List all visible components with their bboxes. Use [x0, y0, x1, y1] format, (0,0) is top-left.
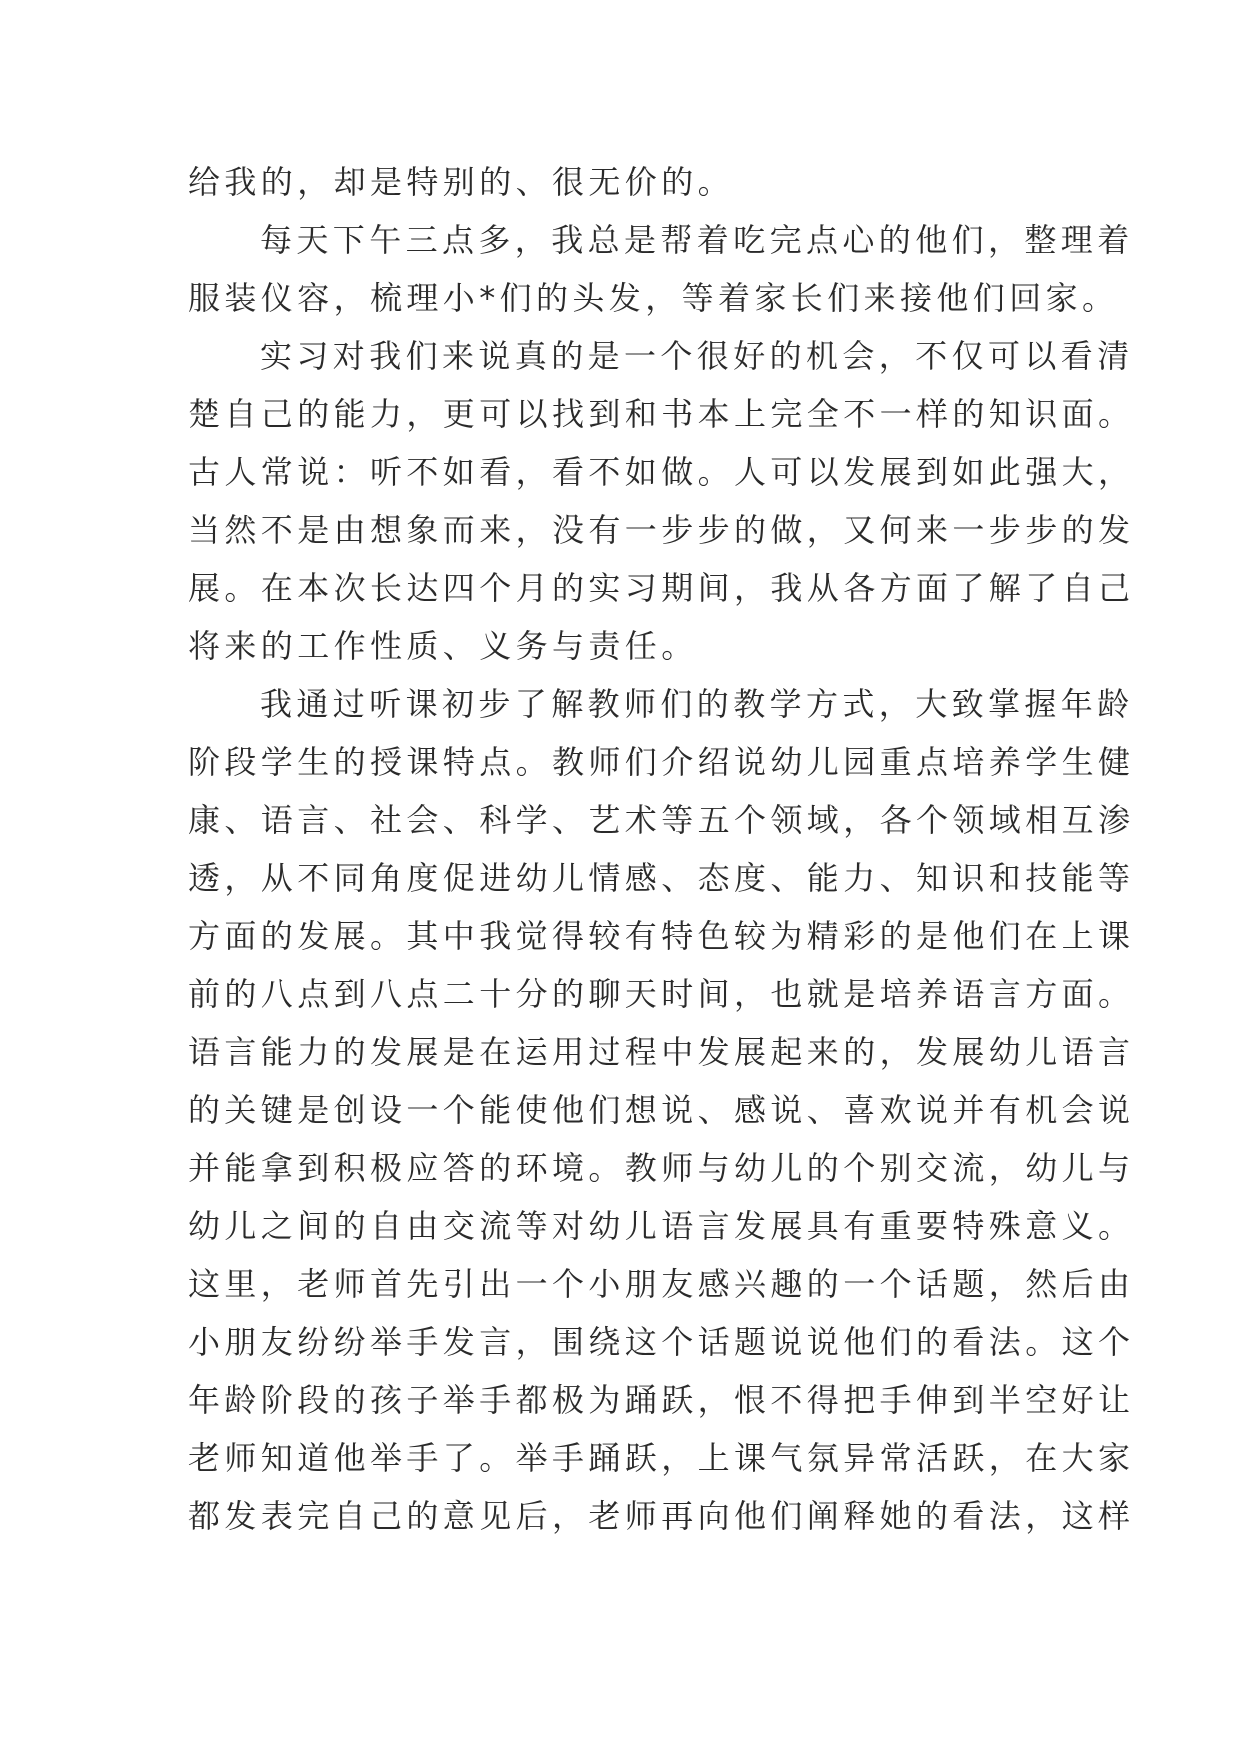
text-line: 楚自己的能力，更可以找到和书本上完全不一样的知识面。 — [188, 395, 1135, 433]
text-line: 阶段学生的授课特点。教师们介绍说幼儿园重点培养学生健 — [188, 743, 1135, 781]
text-line: 每天下午三点多，我总是帮着吃完点心的他们，整理着 — [260, 221, 1134, 259]
text-line: 并能拿到积极应答的环境。教师与幼儿的个别交流，幼儿与 — [188, 1149, 1135, 1187]
text-line: 当然不是由想象而来，没有一步步的做，又何来一步步的发 — [188, 511, 1135, 549]
text-line: 将来的工作性质、义务与责任。 — [188, 627, 698, 665]
text-line: 古人常说：听不如看，看不如做。人可以发展到如此强大， — [188, 453, 1135, 491]
text-line: 都发表完自己的意见后，老师再向他们阐释她的看法，这样 — [188, 1497, 1135, 1535]
text-line: 方面的发展。其中我觉得较有特色较为精彩的是他们在上课 — [188, 917, 1135, 955]
text-line: 这里，老师首先引出一个小朋友感兴趣的一个话题，然后由 — [188, 1265, 1135, 1303]
text-line: 服装仪容，梳理小*们的头发，等着家长们来接他们回家。 — [188, 279, 1119, 317]
text-line: 康、语言、社会、科学、艺术等五个领域，各个领域相互渗 — [188, 801, 1135, 839]
text-line: 前的八点到八点二十分的聊天时间，也就是培养语言方面。 — [188, 975, 1135, 1013]
text-line: 给我的，却是特别的、很无价的。 — [188, 163, 735, 201]
text-line: 的关键是创设一个能使他们想说、感说、喜欢说并有机会说 — [188, 1091, 1135, 1129]
text-line: 我通过听课初步了解教师们的教学方式，大致掌握年龄 — [260, 685, 1134, 723]
text-line: 年龄阶段的孩子举手都极为踊跃，恨不得把手伸到半空好让 — [188, 1381, 1135, 1419]
text-line: 透，从不同角度促进幼儿情感、态度、能力、知识和技能等 — [188, 859, 1135, 897]
text-line: 老师知道他举手了。举手踊跃，上课气氛异常活跃，在大家 — [188, 1439, 1135, 1477]
text-line: 展。在本次长达四个月的实习期间，我从各方面了解了自己 — [188, 569, 1135, 607]
text-line: 实习对我们来说真的是一个很好的机会，不仅可以看清 — [260, 337, 1134, 375]
body-text — [188, 153, 1135, 1545]
text-line: 语言能力的发展是在运用过程中发展起来的，发展幼儿语言 — [188, 1033, 1135, 1071]
text-line: 小朋友纷纷举手发言，围绕这个话题说说他们的看法。这个 — [188, 1323, 1135, 1361]
text-line: 幼儿之间的自由交流等对幼儿语言发展具有重要特殊意义。 — [188, 1207, 1135, 1245]
